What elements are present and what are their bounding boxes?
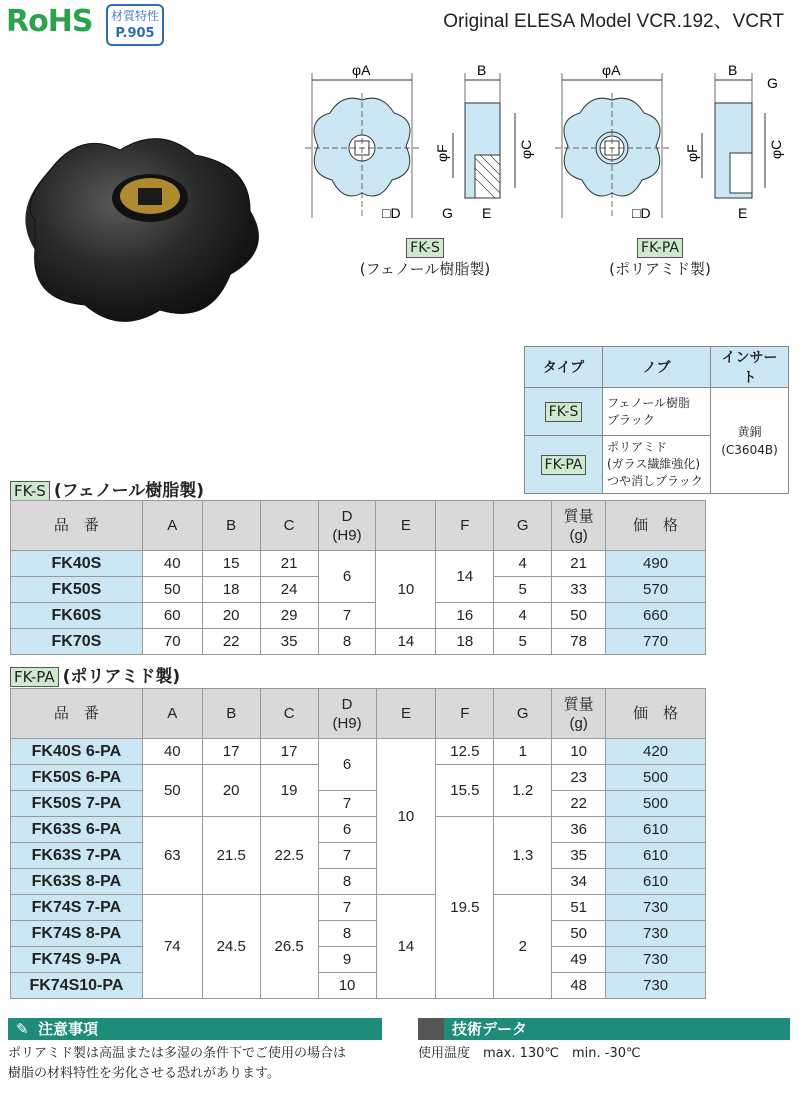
fks-caption: (フェノール樹脂製) (359, 260, 491, 278)
table-row: FK50S 6-PA 50 20 19 15.5 1.2 23 500 (11, 765, 706, 791)
material-page: P.905 (115, 26, 155, 41)
table-row: FK40S 40 15 21 6 10 14 4 21 490 (11, 551, 706, 577)
fkpa-section-title: FK-PA (ポリアミド製) (10, 662, 180, 687)
dim-f-fks: φF (434, 144, 450, 162)
knob-fkpa: ポリアミド (ガラス繊維強化) つや消しブラック (603, 436, 711, 494)
fkpa-spec-table: 品 番 A B C D (H9) E F G 質量 (g) 価 格 FK40S 6-PA 40 17 17 6 10 12.5 1 10 420 FK50S 6-PA 50 20 19 15.5 1.2 23 500 FK50S 7-PA 7 22 500 FK63S 6-PA 63 21.5 22.5 6 19.5 1.3 36 610 FK63S 7-PA 7 35 610 FK63S 8-PA 8 34 610 FK74S 7-PA 74 24.5 26.5 7 14 2 51 730 FK74S 8-PA 8 50 730 FK74S 9-PA 9 49 730 FK74S10-PA 10 48 730 (10, 688, 706, 999)
dim-e-fkpa: E (738, 205, 748, 221)
product-photo (10, 110, 270, 330)
table-row: FK70S 70 22 35 8 14 18 5 78 770 (11, 629, 706, 655)
col-name: 品 番 (11, 501, 143, 551)
caution-line-2: 樹脂の材料特性を劣化させる恐れがあります。 (8, 1066, 280, 1081)
insert-header: インサート (711, 347, 789, 388)
pen-icon: ✎ (16, 1020, 29, 1038)
caution-line-1: ポリアミド製は高温または多湿の条件下でご使用の場合は (8, 1046, 347, 1061)
fks-figure-label (340, 238, 510, 279)
material-property-badge (106, 4, 164, 46)
dim-g-fks: G (442, 205, 453, 221)
table-row: FK50S 50 18 24 5 33 570 (11, 577, 706, 603)
material-label: 材質特性 (110, 9, 159, 23)
square-icon (418, 1018, 444, 1040)
dim-a-fkpa: φA (602, 62, 621, 78)
fks-side-view (453, 73, 515, 198)
knob-header: ノブ (603, 347, 711, 388)
dim-g-fkpa: G (767, 75, 778, 91)
dim-a-fks: φA (352, 62, 371, 78)
table-row: FK63S 8-PA 8 34 610 (11, 869, 706, 895)
knob-fks: フェノール樹脂 ブラック (603, 388, 711, 436)
type-fkpa: FK-PA (541, 455, 587, 475)
fks-section-title: FK-S (フェノール樹脂製) (10, 476, 204, 501)
type-table (524, 346, 789, 494)
caution-header: ✎ 注意事項 (8, 1018, 382, 1040)
dim-b-fks: B (477, 62, 487, 78)
table-row: FK63S 6-PA 63 21.5 22.5 6 19.5 1.3 36 610 (11, 817, 706, 843)
fkpa-tag: FK-PA (637, 238, 683, 258)
dim-f-fkpa: φF (684, 144, 700, 162)
dim-d-fkpa: □D (632, 205, 651, 221)
table-row: FK74S 7-PA 74 24.5 26.5 7 14 2 51 730 (11, 895, 706, 921)
dim-b-fkpa: B (728, 62, 738, 78)
table-row: FK50S 7-PA 7 22 500 (11, 791, 706, 817)
insert-material: 黄銅 (C3604B) (711, 388, 789, 494)
fkpa-caption: (ポリアミド製) (609, 260, 711, 278)
table-row: FK74S 9-PA 9 49 730 (11, 947, 706, 973)
tech-data-section (418, 1018, 790, 1064)
fks-tag: FK-S (406, 238, 444, 258)
table-row: FK60S 60 20 29 7 16 4 50 660 (11, 603, 706, 629)
rohs-logo: RoHS (6, 4, 93, 39)
fkpa-side-view (702, 73, 765, 198)
table-row: FK63S 7-PA 7 35 610 (11, 843, 706, 869)
fkpa-figure-label (590, 238, 730, 279)
table-row: FK40S 6-PA 40 17 17 6 10 12.5 1 10 420 (11, 739, 706, 765)
model-title: Original ELESA Model VCR.192、VCRT (443, 11, 784, 32)
tech-data-line: 使用温度 max. 130℃ min. -30℃ (418, 1046, 641, 1061)
table-row: FK74S10-PA 10 48 730 (11, 973, 706, 999)
dim-c-fks: φC (518, 139, 534, 159)
fks-spec-table: 品 番 A B C D (H9) E F G 質量 (g) 価 格 FK40S 40 15 21 6 10 14 4 21 490 FK50S 50 18 24 5 33 570 FK60S 60 20 29 7 16 4 50 660 FK70S 70 22 35 8 14 18 5 78 770 (10, 500, 706, 655)
tech-data-header: 技術データ (418, 1018, 790, 1040)
dim-c-fkpa: φC (768, 139, 784, 159)
dim-d-fks: □D (382, 205, 401, 221)
dim-e-fks: E (482, 205, 492, 221)
type-header: タイプ (525, 347, 603, 388)
fks-front-view (305, 73, 420, 218)
type-fks: FK-S (545, 402, 583, 422)
caution-section (8, 1018, 382, 1084)
table-row: FK74S 8-PA 8 50 730 (11, 921, 706, 947)
fkpa-front-view (555, 73, 670, 218)
